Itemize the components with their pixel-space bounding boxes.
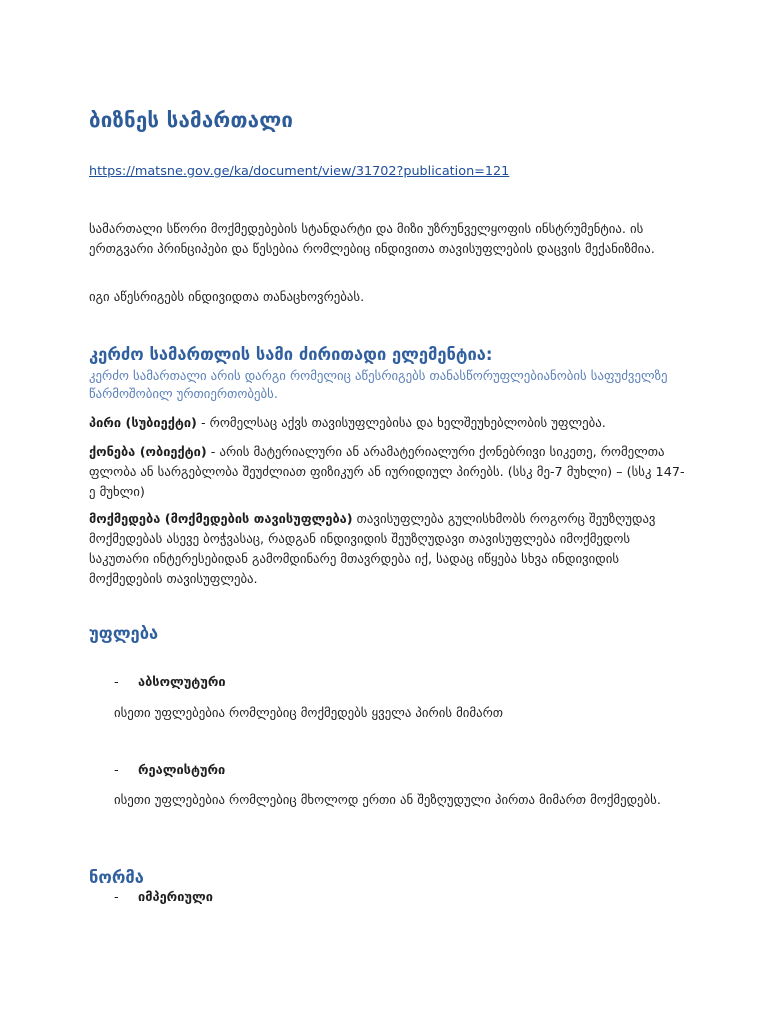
- definition-text: - რომელსაც აქვს თავისუფლებისა და ხელშეუხებლობის უფლება.: [196, 416, 606, 431]
- intro-paragraph-2: იგი აწესრიგებს ინდივიდთა თანაცხოვრებას.: [89, 290, 365, 305]
- bullet-label: რეალისტური: [138, 763, 226, 778]
- term-property: ქონება (ობიექტი): [89, 445, 207, 460]
- page-title: ბიზნეს სამართალი: [89, 108, 294, 132]
- definition-person: [89, 414, 689, 434]
- definition-text: - არის მატერიალური ან არამატერიალური ქონებრივი სიკეთე, რომელთა ფლობა ან სარგებლობა შეუძლიათ ფიზიკურ ან იურიდიულ პირებს. (სსკ მე-7 მუხლი) – (სსკ 147-ე მუხლი): [89, 445, 685, 500]
- bullet-label: აბსოლუტური: [138, 675, 226, 690]
- section-heading-rights: უფლება: [89, 624, 159, 643]
- term-action: მოქმედება (მოქმედების თავისუფლება): [89, 512, 353, 527]
- intro-paragraph: სამართალი სწორი მოქმედებების სტანდარტი და მიზი უზრუნველყოფის ინსტრუმენტია. ის ერთგვარი პრინციპები და წესებია რომლებიც ინდივითა თავისუფლების დაცვის მექანიზმია.: [89, 222, 655, 257]
- term-person: პირი (სუბიექტი): [89, 416, 197, 431]
- definition-property: [89, 443, 689, 503]
- definition-text: თავისუფლება გულისხმობს როგორც შეუზღუდავ მოქმედებას ასევე ბოჭვასაც, რადგან ინდივიდის შეუზღუდავი თავისუფლება იმოქმედოს საკუთარი ინტერესებიდან გამომდინარე მთავრდება იქ, სადაც იწყება სხვა ინდივიდის მოქმედების თავისუფლება.: [89, 512, 656, 587]
- definition-action: [89, 510, 689, 590]
- bullet-description: ისეთი უფლებებია რომლებიც მხოლოდ ერთი ან შეზღუდული პირთა მიმართ მოქმედებს.: [114, 793, 661, 808]
- bullet-dash: -: [114, 763, 119, 778]
- bullet-dash: -: [114, 675, 119, 690]
- section-heading-elements: კერძო სამართლის სამი ძირითადი ელემენტია:: [89, 345, 493, 364]
- bullet-label: იმპერიული: [138, 890, 213, 905]
- bullet-description: ისეთი უფლებებია რომლებიც მოქმედებს ყველა პირის მიმართ: [114, 706, 504, 721]
- bullet-dash: -: [114, 890, 119, 905]
- source-link[interactable]: https://matsne.gov.ge/ka/document/view/31702?publication=121: [89, 164, 510, 179]
- section-heading-norm: ნორმა: [89, 868, 144, 887]
- section-subtitle: კერძო სამართალი არის დარგი რომელიც აწესრიგებს თანასწორუფლებიანობის საფუძველზე წარმოშობილ ურთიერთობებს.: [89, 369, 668, 402]
